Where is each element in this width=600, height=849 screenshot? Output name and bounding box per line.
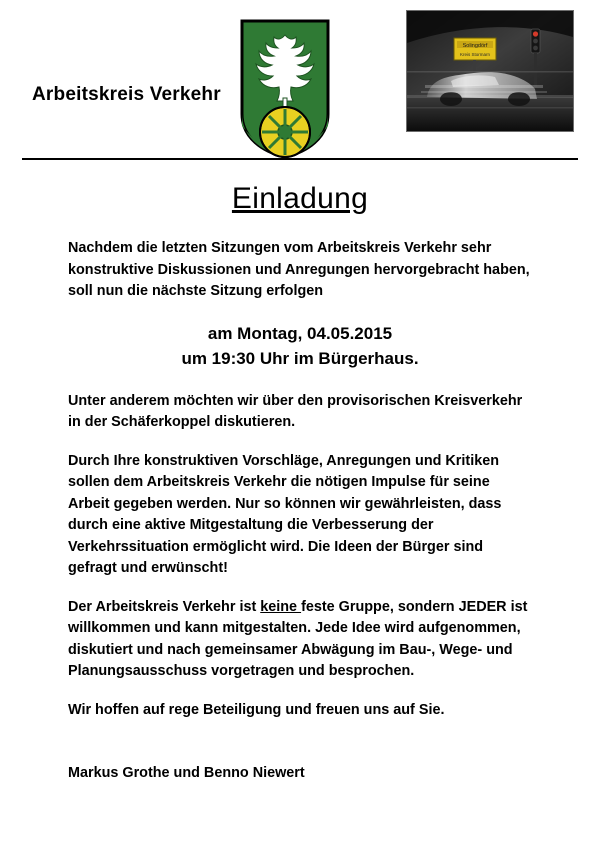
paragraph-topic: Unter anderem möchten wir über den provisorischen Kreisverkehr in der Schäferkoppel diskutieren.: [68, 392, 523, 430]
group-text-after: feste Gruppe, sondern JEDER ist willkommen und kann mitgestalten. Jede Idee wird aufgenommen, diskutiert und nach gemeinsamer Abwägung im Bau-, Wege- und Planungsausschuss vorgetragen und besprochen.: [68, 598, 528, 679]
header-divider: [22, 158, 578, 160]
coat-of-arms-icon: [239, 18, 331, 160]
meeting-details: [0, 321, 600, 371]
meeting-time-location: um 19:30 Uhr im Bürgerhaus.: [181, 348, 419, 368]
meeting-date: am Montag, 04.05.2015: [207, 323, 393, 343]
svg-text:Kreis Stormarn: Kreis Stormarn: [459, 52, 491, 57]
paragraph-closing: Wir hoffen auf rege Beteiligung und freuen uns auf Sie.: [68, 701, 445, 718]
document-body: [0, 168, 600, 781]
photo-moving-car-icon: [406, 10, 574, 132]
page-title: Einladung: [231, 182, 369, 215]
paragraph-contributions: Durch Ihre konstruktiven Vorschläge, Anregungen und Kritiken sollen dem Arbeitskreis Verkehr die nötigen Impulse für seine Arbeit gegeben werden. Nur so können wir gewährleisten, dass durch eine aktive Mitgestaltung die Verbesserung der Verkehrssituation ermöglicht wird. Die Ideen der Bürger sind gefragt und erwünscht!: [68, 452, 502, 576]
group-text-underlined: keine: [260, 598, 302, 615]
organization-title: Arbeitskreis Verkehr: [32, 84, 221, 105]
document-header: [0, 0, 600, 158]
svg-text:Solingdörf: Solingdörf: [462, 43, 488, 49]
paragraph-open-group: [68, 597, 532, 683]
signature-line: Markus Grothe und Benno Niewert: [68, 765, 305, 781]
paragraph-intro: Nachdem die letzten Sitzungen vom Arbeitskreis Verkehr sehr konstruktive Diskussionen und Anregungen hervorgebracht haben, soll nun die nächste Sitzung erfolgen: [68, 240, 530, 299]
group-text-before: Der Arbeitskreis Verkehr ist: [68, 598, 261, 615]
